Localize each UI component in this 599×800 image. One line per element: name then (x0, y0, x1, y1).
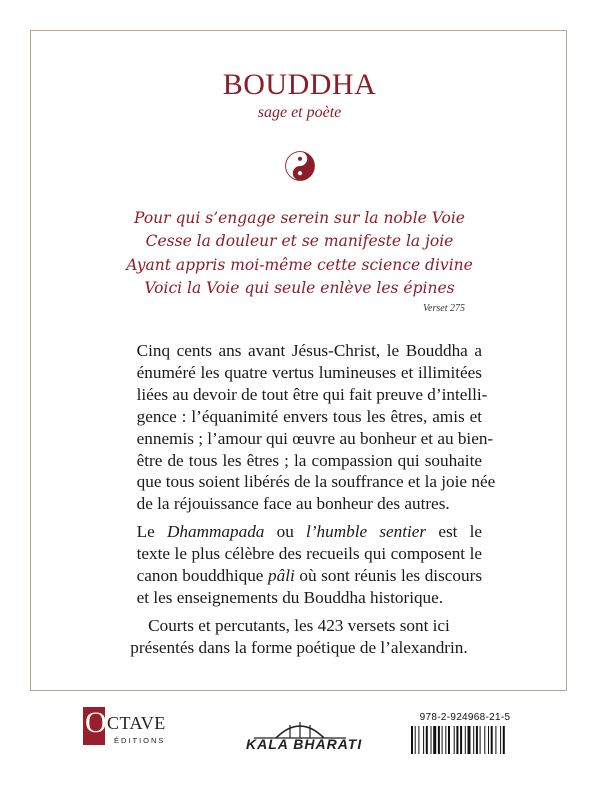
barcode-graphic (411, 726, 519, 754)
kala-bharati-logo (246, 716, 363, 756)
text-word: est le (438, 522, 483, 542)
barcode-bar (468, 726, 471, 754)
barcode-bar (423, 726, 424, 754)
barcode-bar (448, 726, 450, 754)
paragraph-dhammapada (116, 521, 482, 609)
barcode-bar (411, 726, 413, 754)
isbn-number: 978-2-924968-21-5 (419, 712, 511, 723)
barcode-bar (488, 726, 489, 754)
book-title-humble-sentier: l’humble sentier (306, 522, 427, 542)
paragraph-verses (116, 615, 482, 659)
isbn-block (405, 712, 525, 754)
text-line: et les enseignements du Bouddha historique. (136, 587, 444, 607)
barcode-bar (431, 726, 432, 754)
kala-bharati-wordmark: KALA BHARATI (246, 736, 363, 752)
barcode-bar (484, 726, 485, 754)
text-line: gence : l’équanimité envers tous les êtres, amis et (136, 406, 482, 426)
text-line: énuméré les quatre vertus lumineuses et illimitées (136, 362, 482, 382)
barcode-bar (473, 726, 474, 754)
poem-line: Ayant appris moi-même cette science divine (126, 255, 473, 274)
octave-logo-initial: O (85, 706, 107, 739)
barcode-bar (460, 726, 462, 754)
barcode-bar (500, 726, 501, 754)
text-word: canon bouddhique (136, 566, 264, 586)
barcode-bar (433, 726, 436, 754)
barcode-bar (465, 726, 466, 754)
barcode-bar (426, 726, 428, 754)
barcode-bar (442, 726, 443, 754)
octave-logo-word: CTAVE (107, 713, 166, 733)
yin-yang-icon (285, 151, 315, 181)
text-line: texte le plus célèbre des recueils qui composent le (136, 544, 482, 564)
text-line (116, 521, 482, 543)
poem-line: Pour qui s’engage serein sur la noble Voie (134, 209, 465, 227)
text-line: Cinq cents ans avant Jésus-Christ, le Bouddha a (136, 341, 482, 360)
text-word: où sont réunis les discours (299, 566, 483, 586)
barcode-bar (491, 726, 493, 754)
text-line: de la réjouissance face au bonheur des autres. (136, 494, 450, 514)
barcode-bar (456, 726, 458, 754)
text-line: présentés dans la forme poétique de l’alexandrin. (130, 637, 468, 657)
book-subtitle: sage et poète (257, 104, 342, 121)
barcode-bar (503, 726, 505, 754)
paragraph-intro (116, 340, 496, 515)
barcode-bar (418, 726, 419, 754)
barcode-bar (438, 726, 440, 754)
term-pali: pâli (268, 566, 295, 586)
text-line: ennemis ; l’amour qui œuvre au bonheur et au bien- (136, 428, 494, 448)
text-word: ou (276, 522, 294, 542)
text-line: être de tous les êtres ; la compassion qui souhaite (136, 450, 482, 470)
back-cover-text (116, 340, 496, 659)
octave-logo-subtitle: ÉDITIONS (114, 736, 166, 745)
text-line (116, 565, 482, 587)
epigraph-poem (100, 207, 499, 300)
text-line: Courts et percutants, les 423 versets sont ici (148, 615, 450, 635)
barcode-bar (415, 726, 416, 754)
text-line: que tous soient libérés de la souffrance et la joie née (136, 472, 496, 492)
book-title: BOUDDHA (222, 68, 377, 101)
verse-reference: Verset 275 (423, 303, 465, 314)
barcode-bar (445, 726, 446, 754)
barcode-bar (480, 726, 481, 754)
barcode-bar (454, 726, 455, 754)
octave-logo-mark (83, 707, 105, 745)
poem-line: Voici la Voie qui seule enlève les épines (144, 278, 455, 297)
text-word: Le (136, 522, 155, 542)
barcode-bar (476, 726, 478, 754)
poem-line: Cesse la douleur et se manifeste la joie (145, 232, 454, 251)
text-line: liées au devoir de tout être qui fait preuve d’intelli- (136, 384, 488, 404)
barcode-bar (495, 726, 496, 754)
book-title-dhammapada: Dhammapada (166, 522, 265, 542)
